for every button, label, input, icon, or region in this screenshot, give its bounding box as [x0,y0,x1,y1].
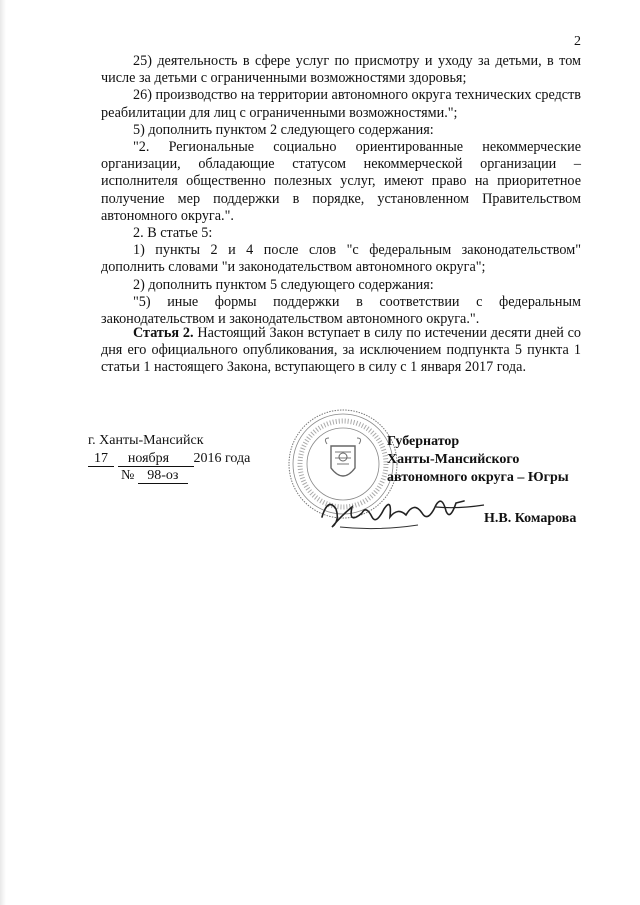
title-line: автономного округа – Югры [387,470,569,485]
handwritten-signature [318,487,488,537]
date-gap [180,452,194,467]
title-line: Губернатор [387,434,460,449]
date-line [88,450,250,467]
paragraph: 2. В статье 5: [133,225,213,242]
date-day: 17 [88,452,114,467]
title-line: Ханты-Мансийского [387,452,520,467]
document-body [101,53,581,328]
law-number: 98-оз [138,469,188,484]
paragraph: 2) дополнить пунктом 5 следующего содержания: [133,276,434,293]
paragraph: 25) деятельность в сфере услуг по присмотру и уходу за детьми, в том числе за детьми с ограниченными возможностями здоровья; [101,53,581,87]
city: г. Ханты-Мансийск [88,433,204,448]
paragraph: "5) иные формы поддержки в соответствии с федеральным законодательством и законодательством автономного округа.". [101,293,581,328]
paragraph: 1) пункты 2 и 4 после слов "с федеральным законодательством" дополнить словами "и законодательством автономного округа"; [101,242,581,276]
governor-title [387,433,569,487]
page-number: 2 [574,34,581,49]
date-month: ноября [118,452,180,467]
article-2-label: Статья 2. [133,325,194,341]
article-2-text: Настоящий Закон вступает в силу по истечении десяти дней со дня его официального опубликования, за исключением подпункта 5 пункта 1 статьи 1 настоящего Закона, вступающего в силу с 1 января 2017 года. [101,325,582,376]
signer-name: Н.В. Комарова [484,511,577,526]
paragraph: 5) дополнить пунктом 2 следующего содержания: [133,121,434,138]
scan-margin [0,0,6,905]
paragraph: "2. Региональные социально ориентированные некоммерческие организации, обладающие статусом некоммерческой организации – исполнителя общественно полезных услуг, имеют право на приоритетное получение мер поддержки в порядке, установленном Правительством автономного округа.". [101,139,581,224]
paragraph: 26) производство на территории автономного округа технических средств реабилитации для лиц с ограниченными возможностями."; [101,87,581,121]
number-prefix: № [121,468,135,483]
date-year: 2016 года [193,451,251,466]
number-line [88,467,250,484]
place-date-block [88,432,250,484]
article-2 [101,325,581,377]
